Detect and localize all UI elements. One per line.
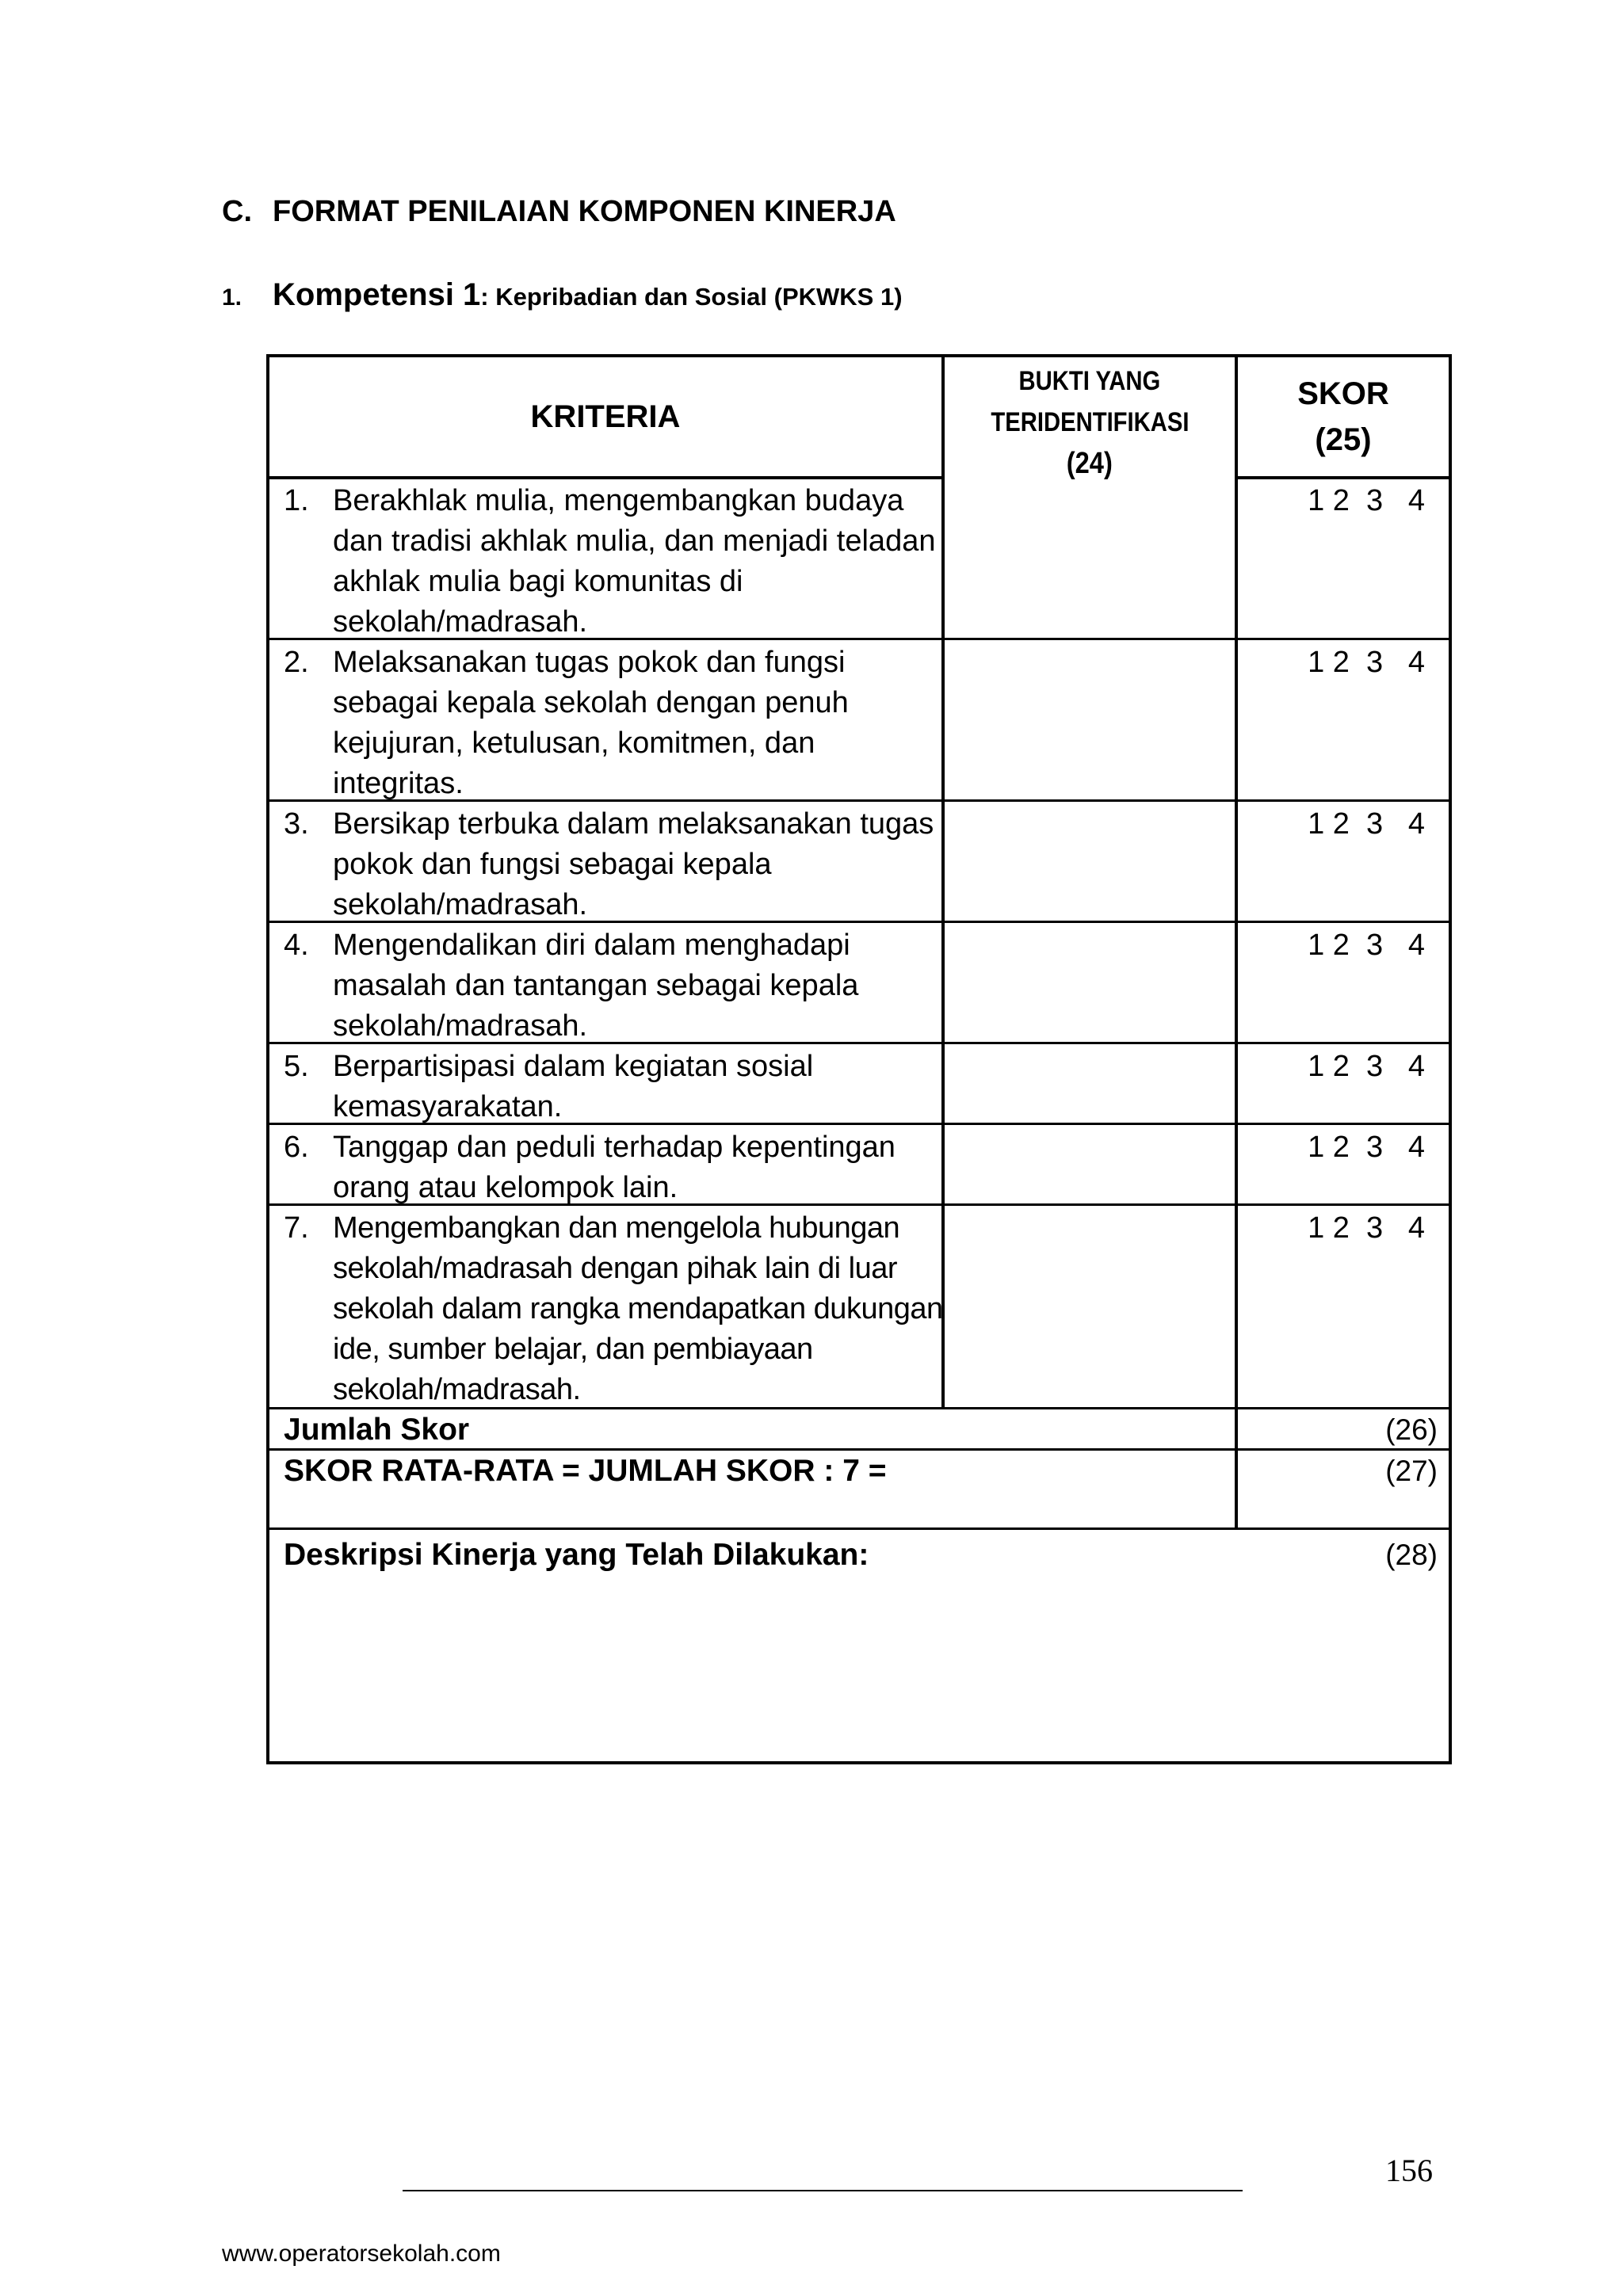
criteria-number: 7. bbox=[284, 1211, 309, 1245]
section-letter: C. bbox=[222, 195, 252, 228]
skor-rata-label: SKOR RATA-RATA = JUMLAH SKOR : 7 = bbox=[284, 1454, 887, 1488]
competency-label: Kompetensi 1 bbox=[273, 277, 481, 312]
score-options-4[interactable]: 1 2 3 4 bbox=[1308, 929, 1425, 962]
criteria-number: 6. bbox=[284, 1131, 309, 1164]
criteria-text: Mengembangkan dan mengelola hubungan sekolah/madrasah dengan pihak lain di luar sekolah dalam rangka mendapatkan dukungan ide, sumber belajar, dan pembiayaan sekolah/madrasah. bbox=[333, 1211, 943, 1406]
section-title: FORMAT PENILAIAN KOMPONEN KINERJA bbox=[273, 195, 896, 228]
criteria-text: Bersikap terbuka dalam melaksanakan tugas pokok dan fungsi sebagai kepala sekolah/madrasah. bbox=[333, 807, 934, 921]
competency-description: : Kepribadian dan Sosial (PKWKS 1) bbox=[480, 283, 903, 311]
score-options-7[interactable]: 1 2 3 4 bbox=[1308, 1211, 1425, 1245]
score-options-1[interactable]: 1 2 3 4 bbox=[1308, 484, 1425, 517]
header-bukti-line1: BUKTI YANG bbox=[1018, 366, 1161, 396]
criteria-text: Tanggap dan peduli terhadap kepentingan orang atau kelompok lain. bbox=[333, 1131, 896, 1204]
evidence-cell-3[interactable] bbox=[945, 804, 1235, 921]
header-skor-ref: (25) bbox=[1315, 422, 1372, 457]
criteria-text: Berakhlak mulia, mengembangkan budaya dan tradisi akhlak mulia, dan menjadi teladan akhlak mulia bagi komunitas di sekolah/madrasah. bbox=[333, 484, 936, 639]
evidence-cell-2[interactable] bbox=[945, 643, 1235, 799]
evidence-cell-7[interactable] bbox=[945, 1208, 1235, 1407]
jumlah-skor-value[interactable]: (26) bbox=[1385, 1413, 1438, 1446]
section-heading bbox=[222, 195, 896, 229]
header-kriteria: KRITERIA bbox=[530, 399, 681, 434]
score-options-6[interactable]: 1 2 3 4 bbox=[1308, 1131, 1425, 1164]
footer-rule bbox=[403, 2190, 1243, 2191]
evidence-cell-5[interactable] bbox=[945, 1047, 1235, 1123]
competency-heading bbox=[222, 277, 903, 313]
header-skor bbox=[1238, 357, 1449, 476]
competency-number: 1. bbox=[222, 284, 242, 311]
evidence-cell-6[interactable] bbox=[945, 1127, 1235, 1203]
header-divider-criteria bbox=[269, 476, 943, 479]
header-bukti-line2: TERIDENTIFIKASI bbox=[990, 407, 1190, 437]
evidence-cell-4[interactable] bbox=[945, 925, 1235, 1042]
criteria-number: 2. bbox=[284, 646, 309, 679]
criteria-text: Berpartisipasi dalam kegiatan sosial kemasyarakatan. bbox=[333, 1050, 814, 1123]
jumlah-skor-label: Jumlah Skor bbox=[284, 1413, 470, 1447]
criteria-number: 1. bbox=[284, 484, 309, 517]
criteria-row-6 bbox=[269, 1127, 941, 1203]
header-bukti bbox=[945, 357, 1235, 480]
page-number: 156 bbox=[1385, 2153, 1433, 2188]
deskripsi-kinerja-area[interactable] bbox=[269, 1530, 1449, 1761]
criteria-number: 5. bbox=[284, 1050, 309, 1083]
score-options-2[interactable]: 1 2 3 4 bbox=[1308, 646, 1425, 679]
header-bukti-ref: (24) bbox=[1066, 447, 1113, 480]
criteria-row-3 bbox=[269, 804, 941, 921]
criteria-row-5 bbox=[269, 1047, 941, 1123]
criteria-text: Mengendalikan diri dalam menghadapi masalah dan tantangan sebagai kepala sekolah/madrasah. bbox=[333, 929, 859, 1043]
header-skor-label: SKOR bbox=[1297, 376, 1389, 411]
header-divider-score bbox=[1235, 476, 1449, 479]
criteria-text: Melaksanakan tugas pokok dan fungsi sebagai kepala sekolah dengan penuh kejujuran, ketulusan, komitmen, dan integritas. bbox=[333, 646, 849, 800]
score-options-5[interactable]: 1 2 3 4 bbox=[1308, 1050, 1425, 1083]
assessment-table bbox=[266, 354, 1452, 1764]
deskripsi-ref: (28) bbox=[1385, 1539, 1438, 1571]
criteria-number: 3. bbox=[284, 807, 309, 841]
deskripsi-label: Deskripsi Kinerja yang Telah Dilakukan: bbox=[284, 1538, 869, 1572]
website-link[interactable]: www.operatorsekolah.com bbox=[222, 2241, 501, 2267]
score-options-3[interactable]: 1 2 3 4 bbox=[1308, 807, 1425, 841]
criteria-number: 4. bbox=[284, 929, 309, 962]
criteria-row-4 bbox=[269, 925, 941, 1042]
criteria-row-7 bbox=[269, 1208, 941, 1407]
criteria-row-2 bbox=[269, 643, 941, 799]
skor-rata-value[interactable]: (27) bbox=[1385, 1455, 1438, 1487]
criteria-row-1 bbox=[269, 481, 941, 638]
